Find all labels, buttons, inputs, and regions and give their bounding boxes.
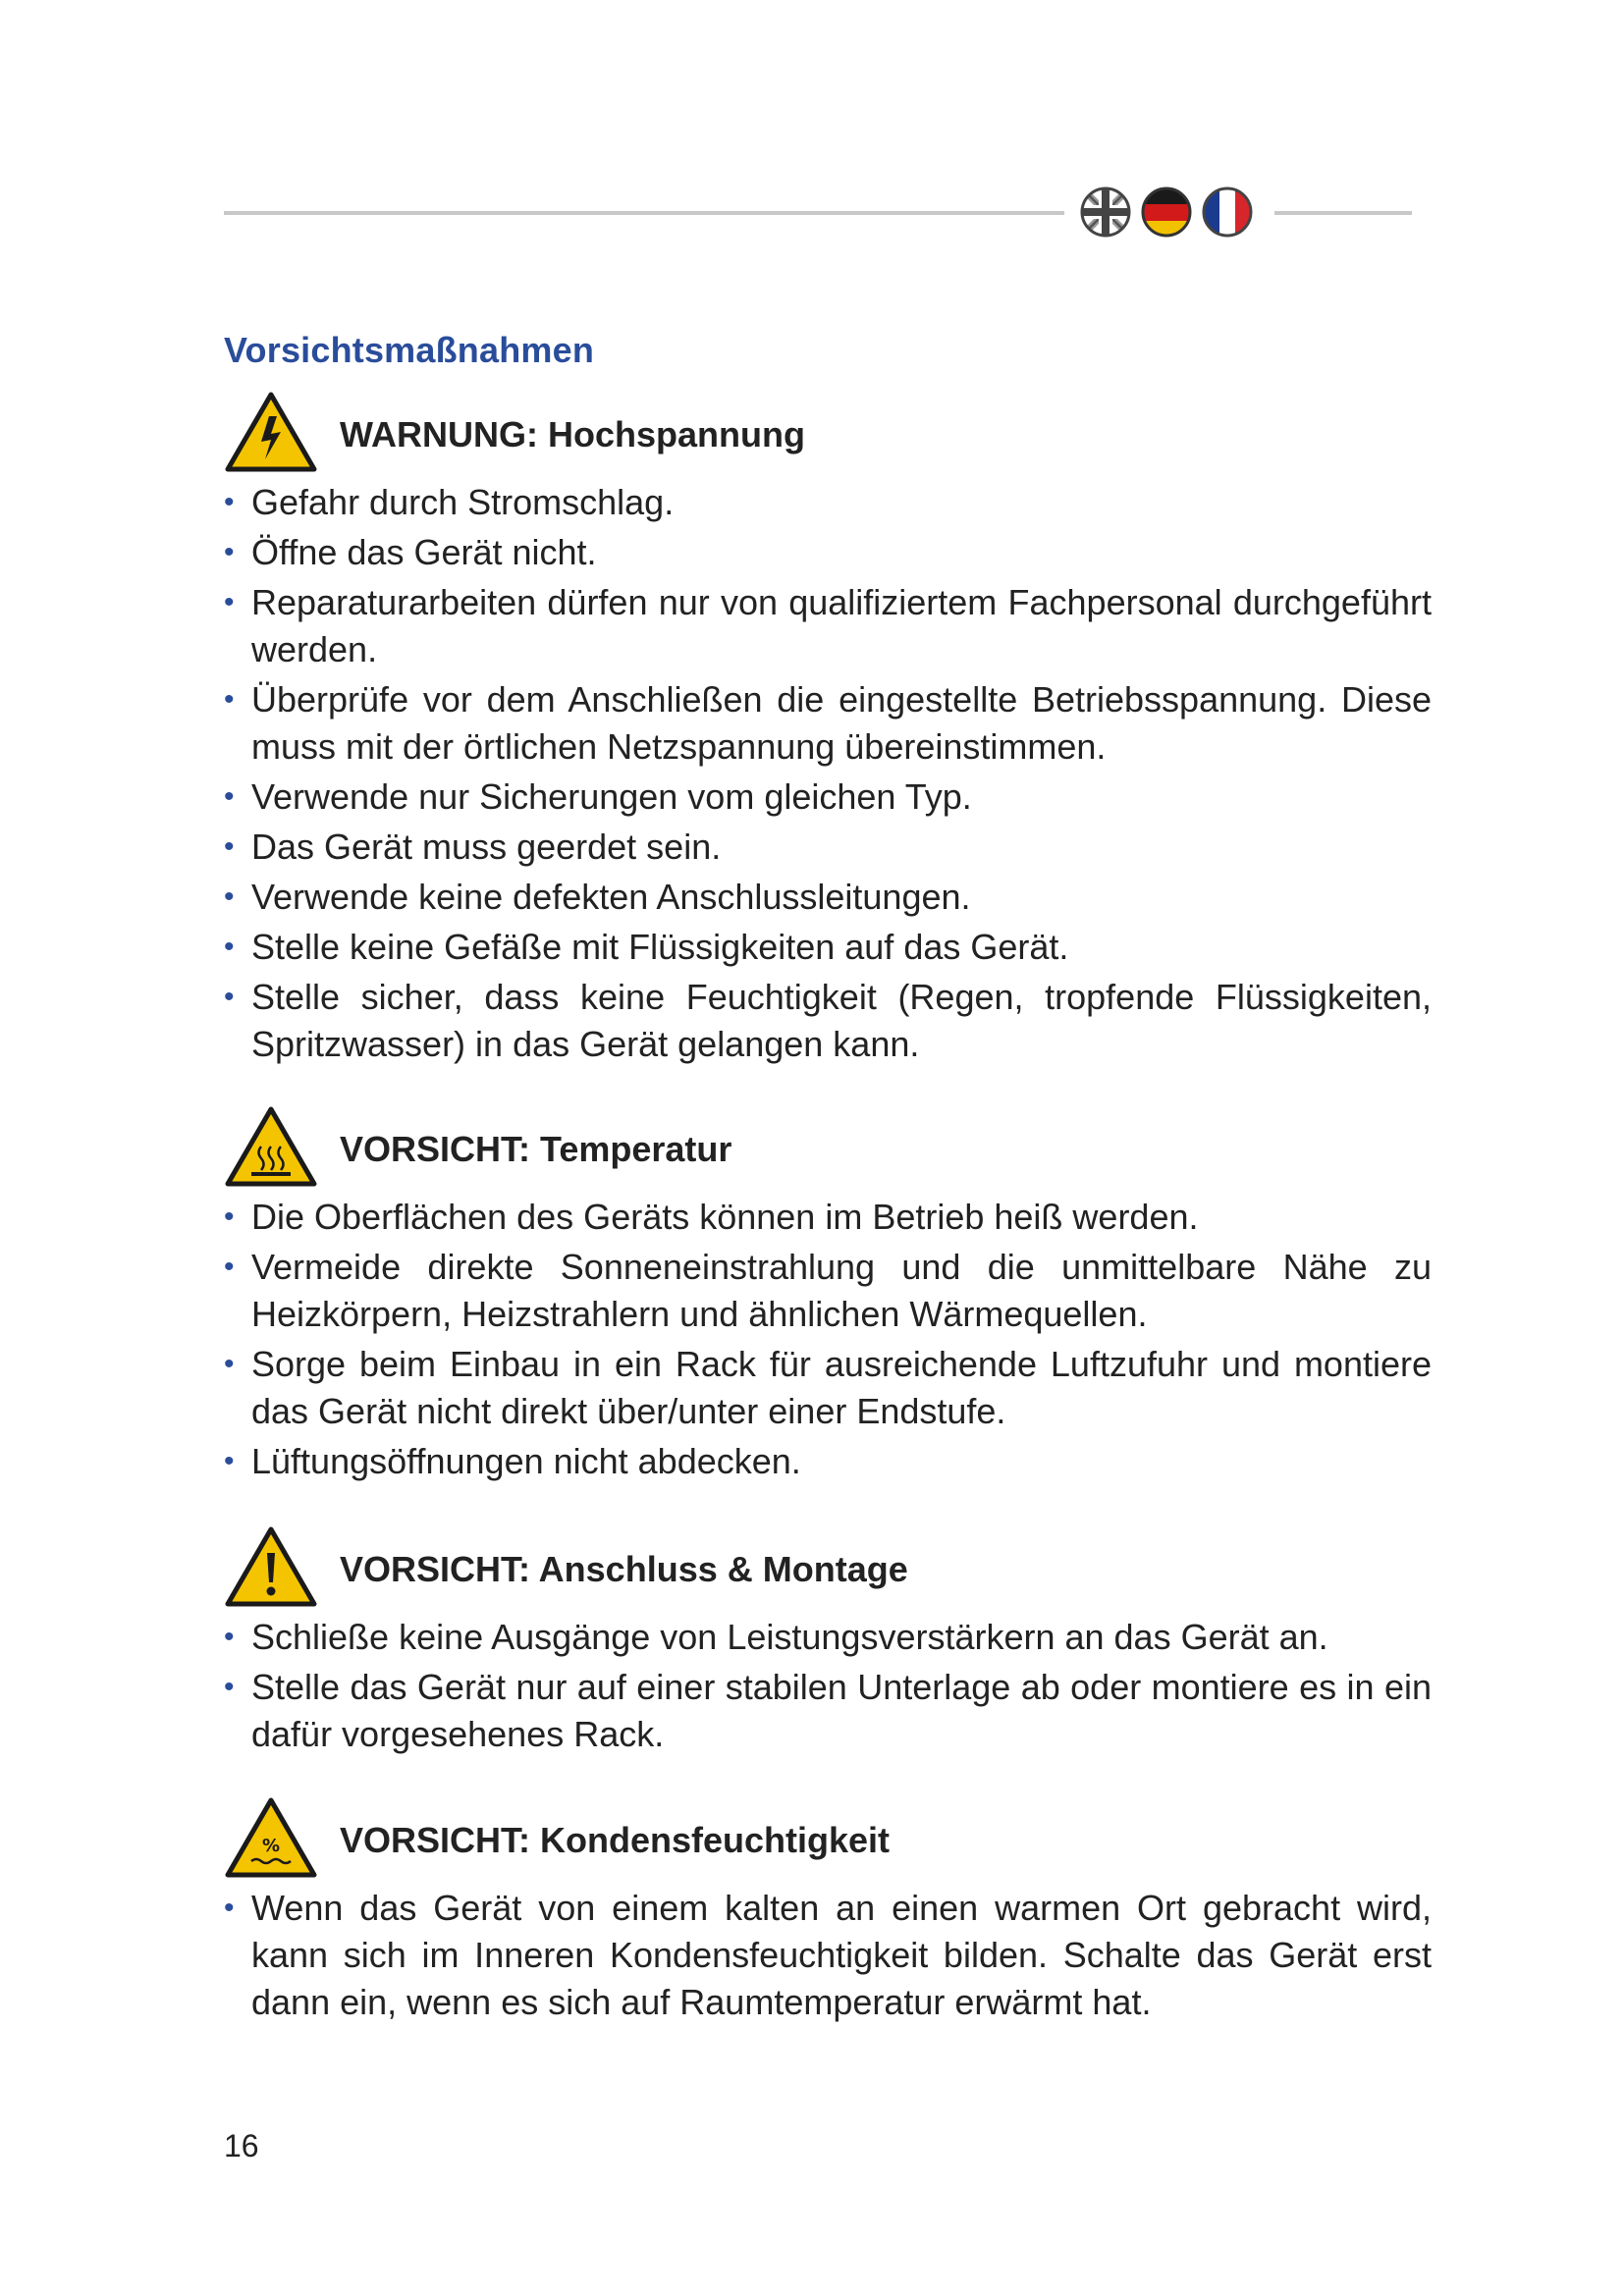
list-item	[224, 579, 1432, 673]
section-temperature	[224, 1105, 1432, 1488]
section-title: WARNUNG: Hochspannung	[340, 414, 805, 454]
item-text: Wenn das Gerät von einem kalten an einen warmen Ort gebracht wird, kann sich im Inneren Kondensfeuchtigkeit bilden. Schalte das Gerät erst dann ein, wenn es sich auf Raumtemperatur erwärmt hat.	[251, 1888, 1432, 2022]
bullet-icon: •	[224, 1892, 235, 1924]
hot-surface-warning-icon	[224, 1105, 318, 1188]
section-condensation	[224, 1796, 1432, 2029]
bullet-list	[224, 1885, 1432, 2026]
bullet-list	[224, 479, 1432, 1068]
section-header	[224, 1105, 1432, 1194]
bullet-icon: •	[224, 1671, 235, 1703]
bullet-icon: •	[224, 931, 235, 963]
item-text: Gefahr durch Stromschlag.	[251, 482, 675, 522]
section-header	[224, 1525, 1432, 1614]
item-text: Vermeide direkte Sonneneinstrahlung und die unmittelbare Nähe zu Heizkörpern, Heizstrahlern und ähnlichen Wärmequellen.	[251, 1247, 1432, 1334]
list-item	[224, 1885, 1432, 2026]
list-item	[224, 676, 1432, 771]
header-rule-left	[224, 211, 1064, 215]
list-item	[224, 824, 1432, 871]
header-rule-right	[1274, 211, 1412, 215]
humidity-warning-icon	[224, 1796, 318, 1879]
item-text: Verwende keine defekten Anschlussleitungen.	[251, 877, 971, 917]
section-header	[224, 391, 1432, 479]
bullet-icon: •	[224, 1348, 235, 1380]
list-item	[224, 1194, 1432, 1241]
section-title: VORSICHT: Kondensfeuchtigkeit	[340, 1820, 891, 1860]
list-item	[224, 1614, 1432, 1661]
list-item	[224, 924, 1432, 971]
bullet-icon: •	[224, 1251, 235, 1283]
list-item	[224, 1664, 1432, 1758]
german-flag-icon[interactable]	[1141, 187, 1192, 238]
item-text: Öffne das Gerät nicht.	[251, 532, 597, 572]
section-title: VORSICHT: Temperatur	[340, 1129, 732, 1169]
bullet-icon: •	[224, 881, 235, 913]
item-text: Stelle sicher, dass keine Feuchtigkeit (Regen, tropfende Flüssigkeiten, Spritzwasser) in das Gerät gelangen kann.	[251, 977, 1432, 1064]
language-flags	[1080, 187, 1267, 240]
list-item	[224, 1341, 1432, 1435]
item-text: Stelle das Gerät nur auf einer stabilen Unterlage ab oder montiere es in ein dafür vorgesehenes Rack.	[251, 1667, 1432, 1754]
item-text: Sorge beim Einbau in ein Rack für ausreichende Luftzufuhr und montiere das Gerät nicht direkt über/unter einer Endstufe.	[251, 1344, 1432, 1431]
list-item	[224, 974, 1432, 1068]
high-voltage-warning-icon	[224, 391, 318, 473]
uk-flag-icon[interactable]	[1080, 187, 1131, 238]
bullet-icon: •	[224, 486, 235, 518]
item-text: Stelle keine Gefäße mit Flüssigkeiten auf das Gerät.	[251, 927, 1069, 967]
list-item	[224, 529, 1432, 576]
bullet-icon: •	[224, 1201, 235, 1233]
item-text: Das Gerät muss geerdet sein.	[251, 827, 722, 867]
bullet-icon: •	[224, 536, 235, 568]
bullet-icon: •	[224, 586, 235, 618]
bullet-icon: •	[224, 780, 235, 813]
bullet-icon: •	[224, 1621, 235, 1653]
bullet-list	[224, 1194, 1432, 1485]
item-text: Die Oberflächen des Geräts können im Betrieb heiß werden.	[251, 1197, 1199, 1237]
bullet-list	[224, 1614, 1432, 1758]
item-text: Verwende nur Sicherungen vom gleichen Typ.	[251, 776, 972, 817]
page-title: Vorsichtsmaßnahmen	[224, 330, 595, 370]
list-item	[224, 479, 1432, 526]
item-text: Reparaturarbeiten dürfen nur von qualifiziertem Fachpersonal durchgeführt werden.	[251, 582, 1432, 669]
section-connection-mounting	[224, 1525, 1432, 1761]
general-caution-icon	[224, 1525, 318, 1608]
french-flag-icon[interactable]	[1202, 187, 1253, 238]
bullet-icon: •	[224, 1445, 235, 1477]
bullet-icon: •	[224, 830, 235, 863]
bullet-icon: •	[224, 683, 235, 716]
list-item	[224, 774, 1432, 821]
bullet-icon: •	[224, 981, 235, 1013]
list-item	[224, 874, 1432, 921]
section-high-voltage	[224, 391, 1432, 1071]
section-header	[224, 1796, 1432, 1885]
section-title: VORSICHT: Anschluss & Montage	[340, 1549, 908, 1589]
page-number: 16	[224, 2128, 259, 2163]
list-item	[224, 1244, 1432, 1338]
item-text: Lüftungsöffnungen nicht abdecken.	[251, 1441, 801, 1481]
svg-text:%: %	[261, 1836, 281, 1856]
list-item	[224, 1438, 1432, 1485]
item-text: Überprüfe vor dem Anschließen die eingestellte Betriebsspannung. Diese muss mit der örtlichen Netzspannung übereinstimmen.	[251, 679, 1432, 767]
item-text: Schließe keine Ausgänge von Leistungsverstärkern an das Gerät an.	[251, 1617, 1328, 1657]
